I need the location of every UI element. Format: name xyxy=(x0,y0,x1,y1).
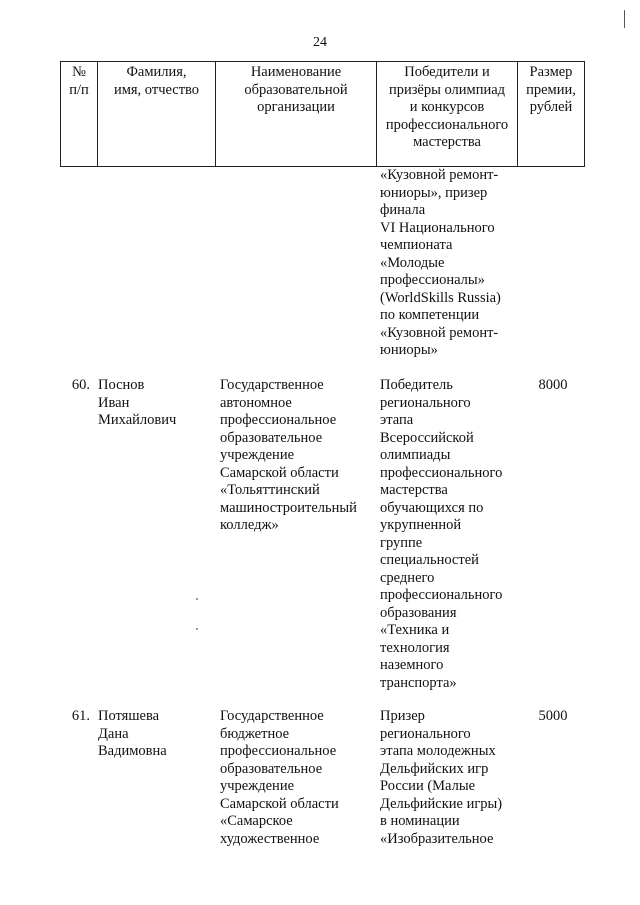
header-achievement: Победители и призёры олимпиад и конкурсов профессионального мастерства xyxy=(385,64,509,150)
scan-artifact xyxy=(196,598,198,600)
header-top-border xyxy=(60,61,585,62)
header-organization: Наименование образовательной организации xyxy=(244,64,348,115)
student-name: Поснов Иван Михайлович xyxy=(98,377,177,428)
prize-amount: 8000 xyxy=(538,377,568,393)
header-full-name: Фамилия, имя, отчество xyxy=(113,64,200,98)
achievement-text: Победитель регионального этапа Всероссийской олимпиады профессионального мастерства обучающихся по укрупненной группе специальностей среднего профессионального образования «Техника и технология наземного транспорта» xyxy=(380,377,503,691)
continued-achievement: «Кузовной ремонт- юниоры», призер финала VI Национального чемпионата «Молодые профессионалы» (WorldSkills Russia) по компетенции «Кузовной ремонт- юниоры» xyxy=(380,167,501,358)
header-prize: Размер премии, рублей xyxy=(526,64,576,115)
student-name: Потяшева Дана Вадимовна xyxy=(98,708,167,759)
scan-artifact xyxy=(624,10,625,28)
prize-amount: 5000 xyxy=(538,708,568,724)
row-number: 61. xyxy=(71,708,90,724)
page-number: 24 xyxy=(313,35,327,50)
organization-name: Государственное бюджетное профессиональное образовательное учреждение Самарской области «Самарское художественное xyxy=(220,708,339,847)
header-number: № п/п xyxy=(69,64,89,98)
achievement-text: Призер регионального этапа молодежных Дельфийских игр России (Малые Дельфийские игры) в номинации «Изобразительное xyxy=(380,708,503,847)
row-number: 60. xyxy=(71,377,90,393)
column-divider xyxy=(584,61,585,167)
organization-name: Государственное автономное профессиональное образовательное учреждение Самарской области «Тольяттинский машиностроительный колледж» xyxy=(220,377,357,533)
scan-artifact xyxy=(196,628,198,630)
table-header xyxy=(60,61,585,167)
